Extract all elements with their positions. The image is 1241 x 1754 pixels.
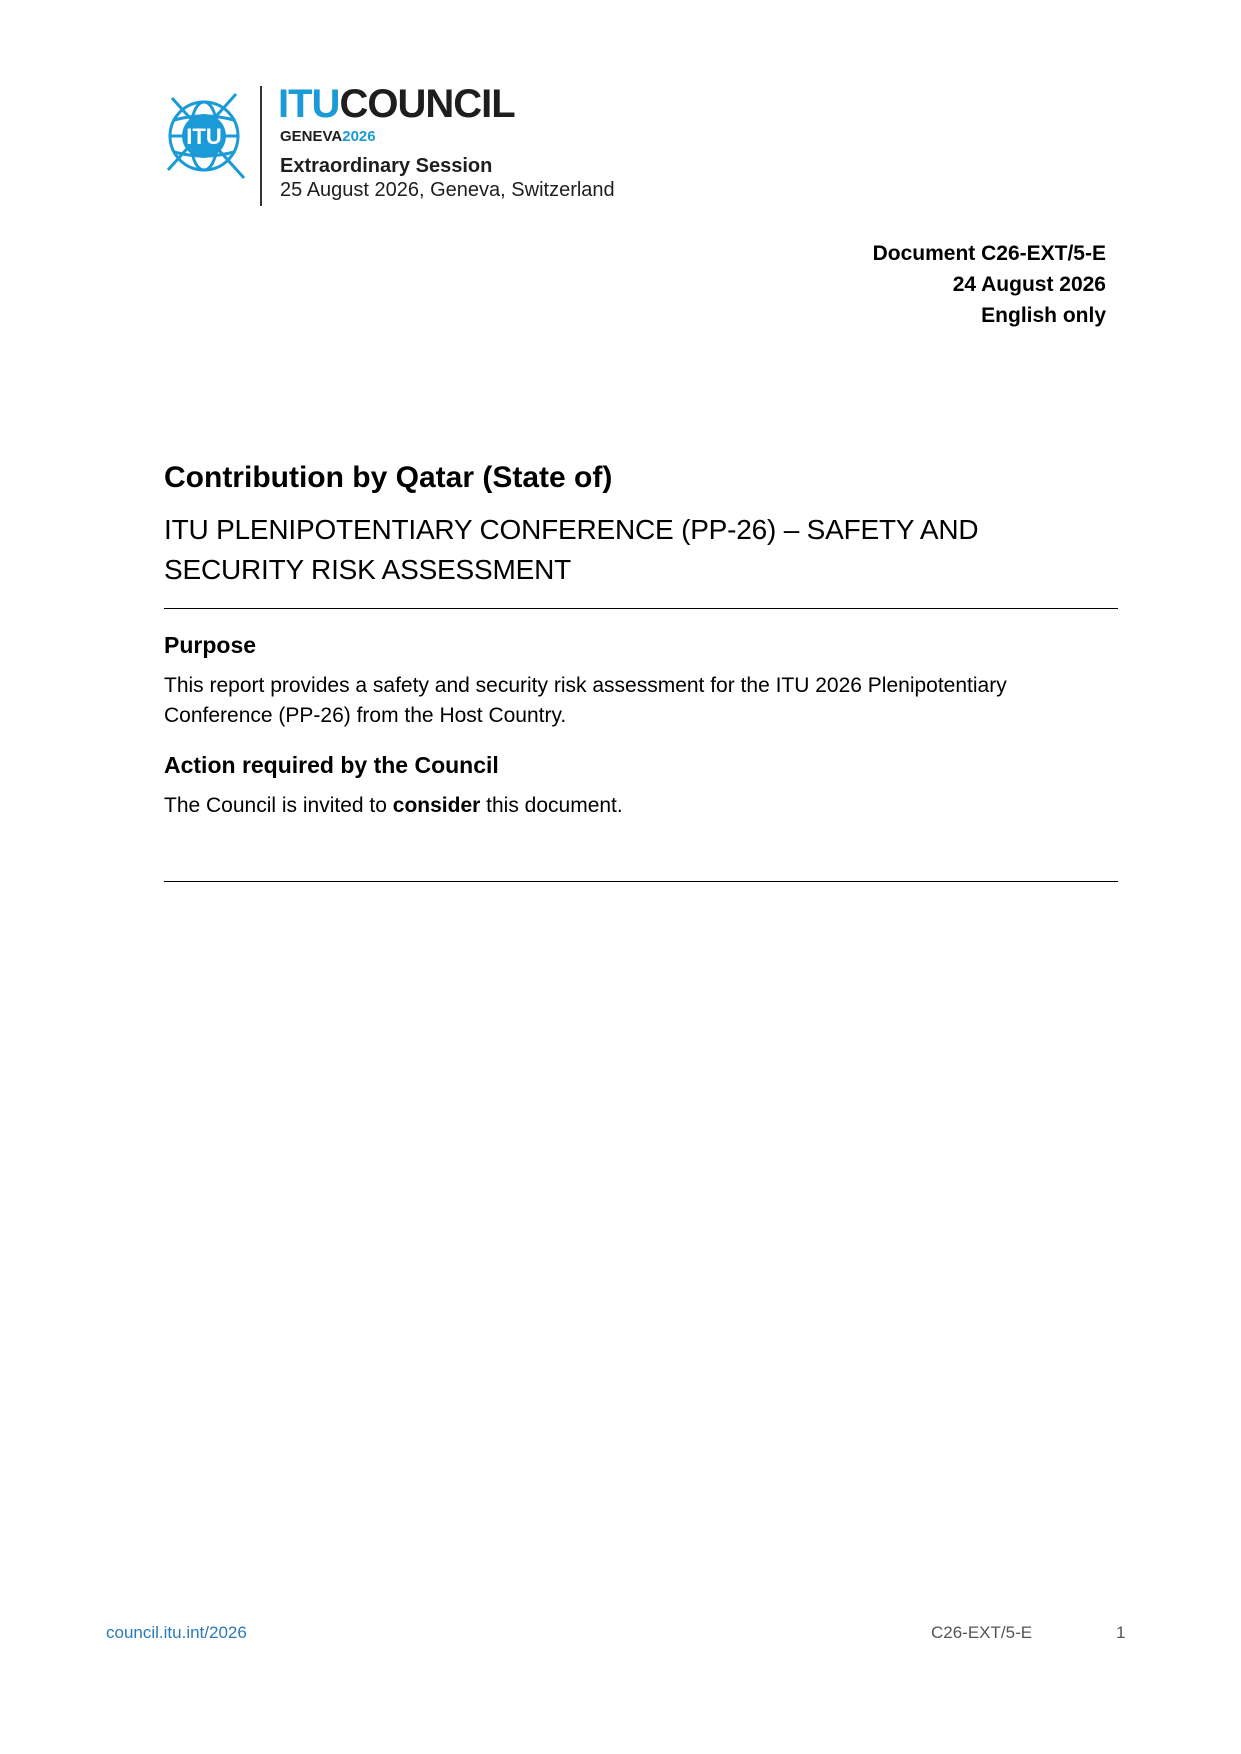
logo-council-text: COUNCIL	[339, 82, 515, 126]
session-name: Extraordinary Session	[280, 155, 493, 177]
footer-page-number: 1	[1116, 1623, 1126, 1642]
document-reference	[873, 238, 1106, 331]
purpose-heading: Purpose	[164, 632, 257, 658]
document-date: 24 August 2026	[952, 273, 1106, 296]
footer-document-code: C26-EXT/5-E	[931, 1623, 1033, 1642]
summary-divider	[164, 881, 1118, 882]
logo-itu-text: ITU	[278, 82, 340, 126]
logo-divider	[260, 86, 262, 206]
itu-council-logo	[148, 78, 628, 208]
session-date: 25 August 2026, Geneva, Switzerland	[280, 179, 615, 201]
logo-title	[278, 82, 515, 126]
document-language: English only	[981, 304, 1106, 327]
title-divider	[164, 608, 1118, 609]
action-text-bold: consider	[392, 794, 481, 817]
footer-website-link[interactable]: council.itu.int/2026	[106, 1623, 247, 1642]
emblem-text: ITU	[186, 124, 222, 149]
itu-globe-emblem-icon	[164, 90, 250, 186]
main-content	[164, 458, 1118, 821]
action-text-after: this document.	[480, 794, 623, 817]
logo-year: 2026	[342, 128, 376, 145]
logo-location	[280, 128, 376, 146]
logo-city: GENEVA	[280, 128, 343, 145]
document-number: Document C26-EXT/5-E	[872, 242, 1106, 265]
purpose-text: This report provides a safety and security risk assessment for the ITU 2026 Plenipotentiary Conference (PP-26) from the Host Country.	[164, 674, 1007, 727]
action-heading: Action required by the Council	[164, 752, 499, 778]
action-text	[164, 791, 1118, 821]
action-text-before: The Council is invited to	[164, 794, 393, 817]
contribution-title: Contribution by Qatar (State of)	[164, 461, 613, 494]
document-subject: ITU PLENIPOTENTIARY CONFERENCE (PP-26) – SAFETY AND SECURITY RISK ASSESSMENT	[164, 514, 979, 585]
